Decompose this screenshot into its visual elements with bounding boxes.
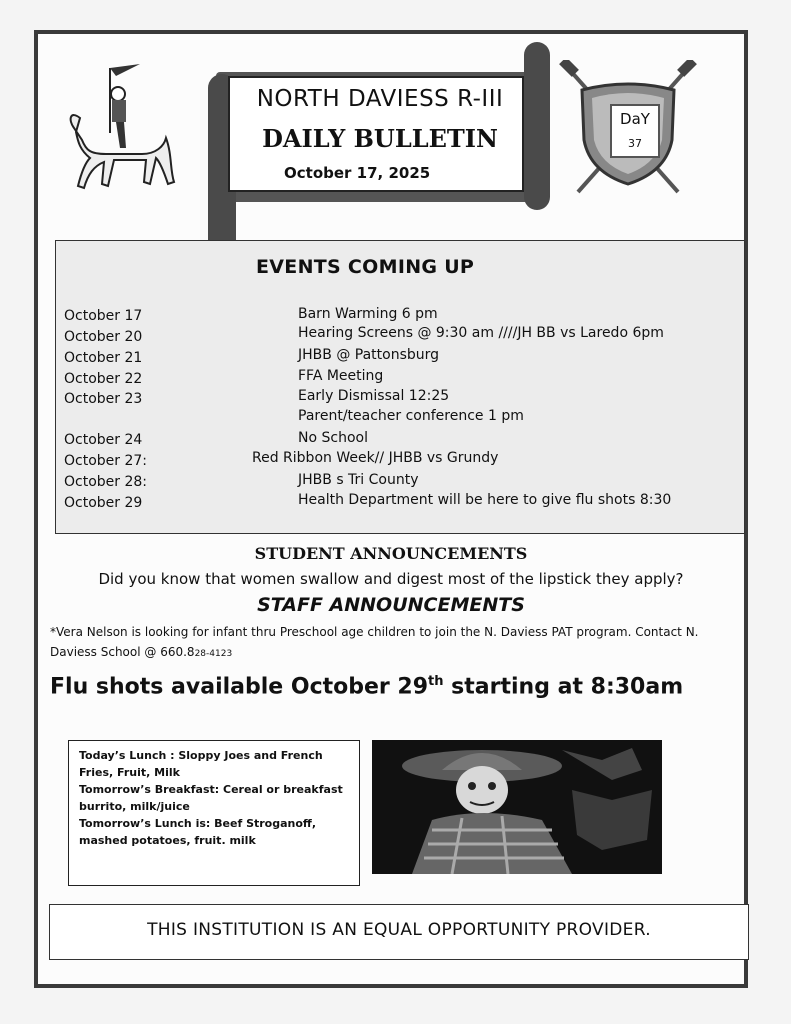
- event-desc: JHBB @ Pattonsburg: [298, 347, 440, 363]
- event-desc: Early Dismissal 12:25: [298, 388, 450, 404]
- staff-phone-tail: 28-4123: [194, 649, 233, 659]
- day-counter-badge: [610, 104, 660, 158]
- event-desc: FFA Meeting: [298, 368, 384, 384]
- event-date: October 27:: [64, 453, 148, 469]
- student-announcements-title: STUDENT ANNOUNCEMENTS: [254, 544, 528, 563]
- event-desc: Health Department will be here to give flu shots 8:30: [298, 492, 672, 508]
- event-desc: No School: [298, 430, 368, 446]
- menu-line: Tomorrow’s Breakfast: Cereal or breakfast burrito, milk/juice: [79, 783, 343, 813]
- event-date: October 20: [64, 329, 143, 345]
- footer-box: [49, 904, 749, 960]
- event-desc: Hearing Screens @ 9:30 am ////JH BB vs Laredo 6pm: [298, 325, 664, 341]
- staff-announcement-body: *Vera Nelson is looking for infant thru Preschool age children to join the N. Daviess PAT program. Contact N. Daviess School @ 660.8: [50, 625, 699, 659]
- day-number: 37: [628, 137, 642, 150]
- event-date: October 29: [64, 495, 143, 511]
- day-label: DaY: [620, 110, 650, 128]
- event-date: October 28:: [64, 474, 148, 490]
- staff-announcement-text: [50, 622, 740, 664]
- flu-shots-notice: [50, 674, 683, 699]
- staff-announcements-title: STAFF ANNOUNCEMENTS: [257, 594, 525, 616]
- scarecrow-image: [372, 740, 662, 874]
- event-date: October 23: [64, 391, 143, 407]
- bulletin-date: October 17, 2025: [284, 164, 431, 182]
- event-date: October 21: [64, 350, 143, 366]
- flu-text: Flu shots available October 29: [50, 674, 429, 700]
- bulletin-title: DAILY BULLETIN: [262, 124, 498, 153]
- events-title: EVENTS COMING UP: [256, 256, 475, 278]
- scroll-roll-right: [524, 42, 550, 210]
- menu-line: Tomorrow’s Lunch is: Beef Stroganoff, mashed potatoes, fruit. milk: [79, 817, 316, 847]
- event-desc: Red Ribbon Week// JHBB vs Grundy: [252, 450, 499, 466]
- event-date: October 22: [64, 371, 143, 387]
- lunch-menu-box: [68, 740, 360, 886]
- flu-sup: th: [428, 674, 444, 689]
- event-desc: JHBB s Tri County: [298, 472, 419, 488]
- event-date: October 17: [64, 308, 143, 324]
- menu-line: Today’s Lunch : Sloppy Joes and French Fries, Fruit, Milk: [79, 749, 323, 779]
- flu-tail: starting at 8:30am: [443, 674, 684, 700]
- event-desc: Barn Warming 6 pm: [298, 306, 438, 322]
- events-box: [55, 240, 745, 534]
- equal-opportunity-notice: THIS INSTITUTION IS AN EQUAL OPPORTUNITY PROVIDER.: [147, 920, 651, 940]
- event-desc: Parent/teacher conference 1 pm: [298, 408, 524, 424]
- district-name: NORTH DAVIESS R-III: [256, 86, 504, 112]
- event-date: October 24: [64, 432, 143, 448]
- bulletin-page: [34, 30, 748, 988]
- student-announcement-text: Did you know that women swallow and digest most of the lipstick they apply?: [98, 570, 684, 588]
- knight-on-horse-icon: [60, 58, 180, 206]
